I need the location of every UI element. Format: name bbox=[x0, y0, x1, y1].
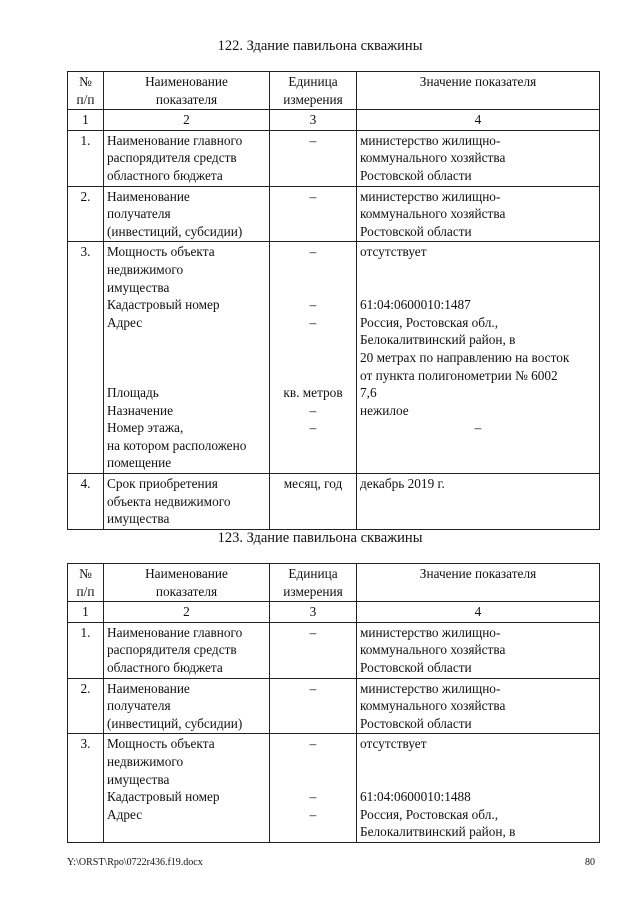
column-header: № п/п bbox=[68, 564, 104, 602]
indicator-name-line: получателя bbox=[107, 698, 171, 714]
unit-of-measure bbox=[270, 734, 357, 843]
table-row bbox=[68, 734, 600, 843]
column-header: Наименование показателя bbox=[104, 564, 270, 602]
indicator-value bbox=[357, 186, 600, 242]
indicator-name-line: распорядителя средств bbox=[107, 150, 237, 166]
indicator-value-line: Ростовской области bbox=[360, 223, 472, 239]
table-row bbox=[68, 474, 600, 530]
row-number bbox=[68, 678, 104, 734]
column-header: Единица измерения bbox=[270, 564, 357, 602]
unit-of-measure bbox=[270, 186, 357, 242]
unit-of-measure-line: кв. метров bbox=[283, 385, 343, 401]
indicator-value-line: Ростовской области bbox=[360, 659, 472, 675]
indicator-value-line: Ростовской области bbox=[360, 715, 472, 731]
indicator-value-line: министерство жилищно- bbox=[360, 680, 501, 696]
indicator-value-line: коммунального хозяйства bbox=[360, 206, 506, 222]
indicator-name-line: (инвестиций, субсидии) bbox=[107, 223, 243, 239]
row-number-line: 4. bbox=[80, 476, 91, 492]
indicator-name bbox=[104, 130, 270, 186]
unit-of-measure-line: месяц, год bbox=[283, 476, 343, 492]
row-number-line: 3. bbox=[80, 736, 91, 752]
indicator-name-line: областного бюджета bbox=[107, 167, 223, 183]
unit-of-measure-line: – bbox=[309, 420, 317, 436]
row-number-line: 1. bbox=[80, 132, 91, 148]
indicator-value bbox=[357, 242, 600, 474]
indicator-name-line: Кадастровый номер bbox=[107, 789, 220, 805]
table-header-row bbox=[68, 564, 600, 602]
indicator-name-line: помещение bbox=[107, 455, 172, 471]
row-number-line: 3. bbox=[80, 244, 91, 260]
unit-of-measure-line: – bbox=[309, 806, 317, 822]
indicator-value-line: 20 метрах по направлению на восток bbox=[360, 349, 570, 365]
indicator-value-line: коммунального хозяйства bbox=[360, 150, 506, 166]
indicator-value-line: от пункта полигонометрии № 6002 bbox=[360, 367, 558, 383]
indicator-value-line: отсутствует bbox=[360, 736, 427, 752]
indicator-name-line: Площадь bbox=[107, 385, 159, 401]
indicator-name-line: объекта недвижимого bbox=[107, 493, 231, 509]
indicator-name bbox=[104, 186, 270, 242]
row-number-line: 1. bbox=[80, 624, 91, 640]
indicator-value-line: декабрь 2019 г. bbox=[360, 476, 445, 492]
indicator-table-122 bbox=[67, 71, 600, 530]
indicator-name-line: (инвестиций, субсидии) bbox=[107, 715, 243, 731]
footer-file-path: Y:\ORST\Rpo\0722r436.f19.docx bbox=[67, 857, 203, 868]
indicator-name bbox=[104, 622, 270, 678]
unit-of-measure-line: – bbox=[309, 188, 317, 204]
indicator-name-line: распорядителя средств bbox=[107, 642, 237, 658]
indicator-value-line: министерство жилищно- bbox=[360, 188, 501, 204]
column-number-row bbox=[68, 602, 600, 623]
row-number bbox=[68, 186, 104, 242]
indicator-name-line: Мощность объекта bbox=[107, 736, 215, 752]
column-number: 3 bbox=[270, 602, 357, 623]
row-number-line: 2. bbox=[80, 680, 91, 696]
column-header: Значение показателя bbox=[357, 72, 600, 110]
indicator-value-line: коммунального хозяйства bbox=[360, 642, 506, 658]
unit-of-measure-line: – bbox=[309, 132, 317, 148]
indicator-value-line: министерство жилищно- bbox=[360, 624, 501, 640]
table-row bbox=[68, 622, 600, 678]
column-number-row bbox=[68, 110, 600, 131]
indicator-value-line: Россия, Ростовская обл., bbox=[360, 314, 499, 330]
indicator-name-line: Назначение bbox=[107, 402, 173, 418]
unit-of-measure-line: – bbox=[309, 680, 317, 696]
indicator-value bbox=[357, 734, 600, 843]
unit-of-measure bbox=[270, 622, 357, 678]
unit-of-measure-line: – bbox=[309, 244, 317, 260]
unit-of-measure bbox=[270, 242, 357, 474]
column-number: 1 bbox=[68, 602, 104, 623]
row-number bbox=[68, 622, 104, 678]
row-number bbox=[68, 130, 104, 186]
indicator-value-line: – bbox=[474, 420, 482, 436]
indicator-name-line: Наименование bbox=[107, 680, 190, 696]
unit-of-measure bbox=[270, 678, 357, 734]
indicator-value-line: 7,6 bbox=[360, 385, 377, 401]
indicator-value-line: министерство жилищно- bbox=[360, 132, 501, 148]
indicator-name-line: имущества bbox=[107, 279, 170, 295]
indicator-name bbox=[104, 678, 270, 734]
indicator-name-line: имущества bbox=[107, 771, 170, 787]
indicator-name-line: Адрес bbox=[107, 314, 143, 330]
section-title-123: 123. Здание павильона скважины bbox=[217, 530, 423, 546]
footer-page-number: 80 bbox=[585, 857, 595, 868]
unit-of-measure-line: – bbox=[309, 402, 317, 418]
table-row bbox=[68, 678, 600, 734]
indicator-value-line: Ростовской области bbox=[360, 167, 472, 183]
indicator-value-line: Россия, Ростовская обл., bbox=[360, 806, 499, 822]
indicator-name-line: получателя bbox=[107, 206, 171, 222]
indicator-value bbox=[357, 130, 600, 186]
unit-of-measure-line: – bbox=[309, 736, 317, 752]
indicator-name-line: недвижимого bbox=[107, 753, 184, 769]
column-number: 4 bbox=[357, 110, 600, 131]
indicator-name-line: областного бюджета bbox=[107, 659, 223, 675]
indicator-name-line: Номер этажа, bbox=[107, 420, 184, 436]
indicator-name-line: имущества bbox=[107, 511, 170, 527]
column-header: № п/п bbox=[68, 72, 104, 110]
section-title-122: 122. Здание павильона скважины bbox=[217, 38, 423, 54]
indicator-name bbox=[104, 734, 270, 843]
table-row bbox=[68, 130, 600, 186]
row-number bbox=[68, 734, 104, 843]
indicator-value-line: Белокалитвинский район, в bbox=[360, 332, 516, 348]
table-header-row bbox=[68, 72, 600, 110]
indicator-name-line: Мощность объекта bbox=[107, 244, 215, 260]
column-number: 1 bbox=[68, 110, 104, 131]
indicator-name-line: на котором расположено bbox=[107, 437, 247, 453]
row-number-line: 2. bbox=[80, 188, 91, 204]
indicator-value-line: нежилое bbox=[360, 402, 409, 418]
unit-of-measure-line: – bbox=[309, 624, 317, 640]
indicator-name bbox=[104, 474, 270, 530]
indicator-name-line: Наименование главного bbox=[107, 624, 243, 640]
indicator-name bbox=[104, 242, 270, 474]
unit-of-measure-line: – bbox=[309, 297, 317, 313]
column-header: Значение показателя bbox=[357, 564, 600, 602]
indicator-name-line: Наименование главного bbox=[107, 132, 243, 148]
column-number: 2 bbox=[104, 602, 270, 623]
unit-of-measure-line: – bbox=[309, 314, 317, 330]
indicator-value bbox=[357, 622, 600, 678]
indicator-name-line: Наименование bbox=[107, 188, 190, 204]
column-number: 2 bbox=[104, 110, 270, 131]
column-header: Единица измерения bbox=[270, 72, 357, 110]
indicator-name-line: Срок приобретения bbox=[107, 476, 218, 492]
indicator-value-line: Белокалитвинский район, в bbox=[360, 824, 516, 840]
indicator-value-line: 61:04:0600010:1487 bbox=[360, 297, 471, 313]
indicator-value bbox=[357, 474, 600, 530]
row-number bbox=[68, 474, 104, 530]
indicator-table-123 bbox=[67, 563, 600, 843]
indicator-name-line: Адрес bbox=[107, 806, 143, 822]
unit-of-measure-line: – bbox=[309, 789, 317, 805]
row-number bbox=[68, 242, 104, 474]
indicator-value-line: отсутствует bbox=[360, 244, 427, 260]
table-row bbox=[68, 242, 600, 474]
indicator-value bbox=[357, 678, 600, 734]
indicator-value-line: коммунального хозяйства bbox=[360, 698, 506, 714]
indicator-name-line: недвижимого bbox=[107, 261, 184, 277]
unit-of-measure bbox=[270, 130, 357, 186]
column-header: Наименование показателя bbox=[104, 72, 270, 110]
indicator-name-line: Кадастровый номер bbox=[107, 297, 220, 313]
column-number: 3 bbox=[270, 110, 357, 131]
indicator-value-line: 61:04:0600010:1488 bbox=[360, 789, 471, 805]
column-number: 4 bbox=[357, 602, 600, 623]
unit-of-measure bbox=[270, 474, 357, 530]
table-row bbox=[68, 186, 600, 242]
